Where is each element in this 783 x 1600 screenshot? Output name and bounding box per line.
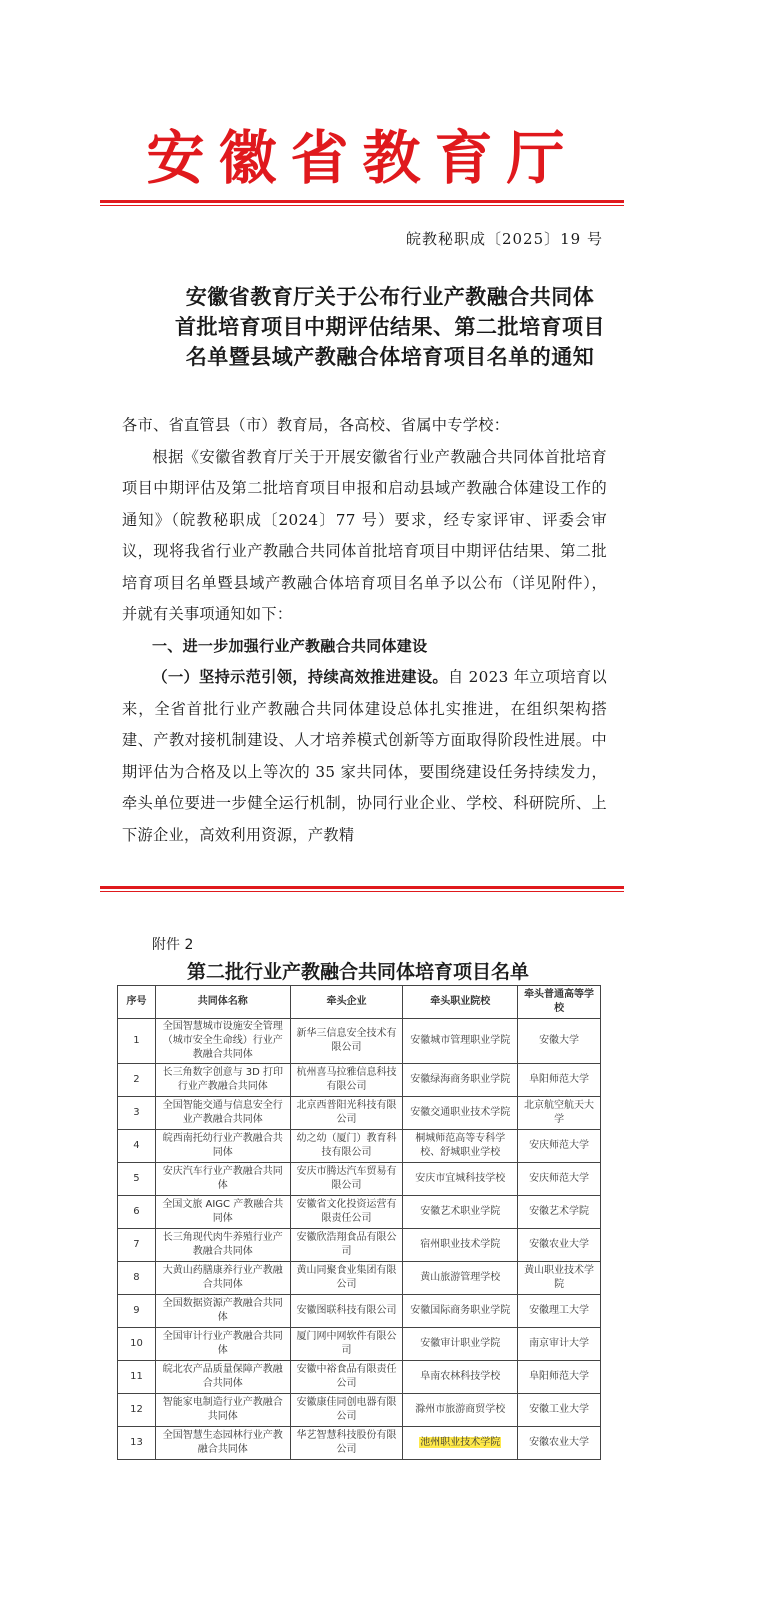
table-cell: 黄山同聚食业集团有限公司	[290, 1262, 403, 1295]
table-cell: 安庆市宜城科技学校	[403, 1163, 518, 1196]
title-line: 名单暨县域产教融合体培育项目名单的通知	[185, 344, 595, 369]
table-row	[118, 1361, 601, 1394]
table-row	[118, 1328, 601, 1361]
header-cell: 牵头职业院校	[403, 986, 518, 1019]
table-cell: 13	[118, 1427, 156, 1460]
header-cell: 牵头普通高等学校	[518, 986, 601, 1019]
table-cell: 安徽审计职业学院	[403, 1328, 518, 1361]
table-cell: 杭州喜马拉雅信息科技有限公司	[290, 1064, 403, 1097]
table-cell: 1	[118, 1019, 156, 1064]
header-cell: 序号	[118, 986, 156, 1019]
table-cell: 安徽绿海商务职业学院	[403, 1064, 518, 1097]
table-row	[118, 1019, 601, 1064]
table-row	[118, 1427, 601, 1460]
table-cell: 2	[118, 1064, 156, 1097]
table-row	[118, 1097, 601, 1130]
table-cell: 7	[118, 1229, 156, 1262]
table-cell: 安徽国际商务职业学院	[403, 1295, 518, 1328]
table-cell: 全国智慧城市设施安全管理（城市安全生命线）行业产教融合共同体	[155, 1019, 290, 1064]
table-cell: 南京审计大学	[518, 1328, 601, 1361]
table-cell	[403, 1427, 518, 1460]
table-cell: 11	[118, 1361, 156, 1394]
table-cell: 安庆汽车行业产教融合共同体	[155, 1163, 290, 1196]
table-row	[118, 1163, 601, 1196]
table-cell: 安徽艺术职业学院	[403, 1196, 518, 1229]
table-cell: 华艺智慧科技股份有限公司	[290, 1427, 403, 1460]
table-cell: 安徽中裕食品有限责任公司	[290, 1361, 403, 1394]
table-cell: 幼之幼（厦门）教育科技有限公司	[290, 1130, 403, 1163]
table-row	[118, 1295, 601, 1328]
table-cell: 滁州市旅游商贸学校	[403, 1394, 518, 1427]
table-cell: 皖西南托幼行业产教融合共同体	[155, 1130, 290, 1163]
table-row	[118, 1394, 601, 1427]
document-body	[122, 410, 607, 851]
attachment-title: 第二批行业产教融合共同体培育项目名单	[186, 961, 529, 983]
table-cell: 10	[118, 1328, 156, 1361]
table-cell: 3	[118, 1097, 156, 1130]
table-cell: 大黄山药膳康养行业产教融合共同体	[155, 1262, 290, 1295]
table-cell: 桐城师范高等专科学校、舒城职业学校	[403, 1130, 518, 1163]
table-cell: 黄山旅游管理学校	[403, 1262, 518, 1295]
table-cell: 长三角数字创意与 3D 打印行业产教融合共同体	[155, 1064, 290, 1097]
title-line: 首批培育项目中期评估结果、第二批培育项目	[175, 314, 605, 339]
paragraph-lead: （一）坚持示范引领，持续高效推进建设。	[152, 668, 448, 686]
table-cell: 4	[118, 1130, 156, 1163]
table-cell: 阜阳师范大学	[518, 1361, 601, 1394]
document-number: 皖教秘职成〔2025〕19 号	[405, 230, 603, 248]
table-cell: 阜阳师范大学	[518, 1064, 601, 1097]
table-header-row	[118, 986, 601, 1019]
table-row	[118, 1262, 601, 1295]
header-cell: 牵头企业	[290, 986, 403, 1019]
table-cell: 全国数据资源产教融合共同体	[155, 1295, 290, 1328]
section-heading: 一、进一步加强行业产教融合共同体建设	[152, 636, 428, 655]
table-cell: 新华三信息安全技术有限公司	[290, 1019, 403, 1064]
salutation: 各市、省直管县（市）教育局，各高校、省属中专学校：	[122, 416, 510, 434]
table-cell: 安庆师范大学	[518, 1163, 601, 1196]
attachment-label: 附件 2	[152, 937, 194, 953]
table-cell: 安庆师范大学	[518, 1130, 601, 1163]
table-cell: 北京西普阳光科技有限公司	[290, 1097, 403, 1130]
table-cell: 安徽康佳同创电器有限公司	[290, 1394, 403, 1427]
document-title	[100, 282, 680, 372]
table-cell: 安徽理工大学	[518, 1295, 601, 1328]
title-line: 安徽省教育厅关于公布行业产教融合共同体	[185, 284, 595, 309]
table-cell: 全国文旅 AIGC 产教融合共同体	[155, 1196, 290, 1229]
table-row	[118, 1130, 601, 1163]
table-cell: 安徽艺术学院	[518, 1196, 601, 1229]
table-cell: 智能家电制造行业产教融合共同体	[155, 1394, 290, 1427]
table-cell: 安徽城市管理职业学院	[403, 1019, 518, 1064]
table-cell: 8	[118, 1262, 156, 1295]
table-cell: 北京航空航天大学	[518, 1097, 601, 1130]
red-divider	[100, 886, 624, 889]
table-cell: 安徽省文化投资运营有限责任公司	[290, 1196, 403, 1229]
table-cell: 阜南农林科技学校	[403, 1361, 518, 1394]
table-row	[118, 1064, 601, 1097]
table-cell: 皖北农产品质量保障产教融合共同体	[155, 1361, 290, 1394]
red-divider	[100, 200, 624, 203]
table-cell: 12	[118, 1394, 156, 1427]
table-cell: 安庆市腾达汽车贸易有限公司	[290, 1163, 403, 1196]
table-cell: 全国审计行业产教融合共同体	[155, 1328, 290, 1361]
table-cell: 6	[118, 1196, 156, 1229]
table-cell: 安徽大学	[518, 1019, 601, 1064]
table-cell: 9	[118, 1295, 156, 1328]
table-cell: 安徽农业大学	[518, 1229, 601, 1262]
table-cell: 宿州职业技术学院	[403, 1229, 518, 1262]
table-cell: 5	[118, 1163, 156, 1196]
header-cell: 共同体名称	[155, 986, 290, 1019]
red-divider-thin	[100, 205, 624, 206]
table-cell: 安徽交通职业技术学院	[403, 1097, 518, 1130]
masthead: 安徽省教育厅	[146, 124, 579, 192]
red-divider-thin	[100, 891, 624, 892]
table-row	[118, 1229, 601, 1262]
table-cell: 黄山职业技术学院	[518, 1262, 601, 1295]
table-cell: 全国智能交通与信息安全行业产教融合共同体	[155, 1097, 290, 1130]
paragraph	[122, 662, 607, 851]
table-cell: 安徽欣浩翔食品有限公司	[290, 1229, 403, 1262]
table-cell: 长三角现代肉牛养殖行业产教融合共同体	[155, 1229, 290, 1262]
highlighted-text: 池州职业技术学院	[420, 1437, 501, 1448]
table-cell: 全国智慧生态园林行业产教融合共同体	[155, 1427, 290, 1460]
paragraph-text: 自 2023 年立项培育以来，全省首批行业产教融合共同体建设总体扎实推进，在组织架构搭建、产教对接机制建设、人才培养模式创新等方面取得阶段性进展。中期评估为合格及以上等次的 35 家共同体，要围绕建设任务持续发力，牵头单位要进一步健全运行机制，协同行业企业、学校、科研院所、上下游企业，高效利用资源，产教精	[122, 668, 607, 844]
table-cell: 安徽农业大学	[518, 1427, 601, 1460]
project-table	[117, 985, 601, 1460]
table-cell: 厦门网中网软件有限公司	[290, 1328, 403, 1361]
table-cell: 安徽工业大学	[518, 1394, 601, 1427]
paragraph: 根据《安徽省教育厅关于开展安徽省行业产教融合共同体首批培育项目中期评估及第二批培育项目申报和启动县域产教融合体建设工作的通知》（皖教秘职成〔2024〕77 号）要求，经专家评审、评委会审议，现将我省行业产教融合共同体首批培育项目中期评估结果、第二批培育项目名单暨县域产教融合体培育项目名单予以公布（详见附件），并就有关事项通知如下：	[122, 447, 607, 623]
table-row	[118, 1196, 601, 1229]
table-cell: 安徽图联科技有限公司	[290, 1295, 403, 1328]
